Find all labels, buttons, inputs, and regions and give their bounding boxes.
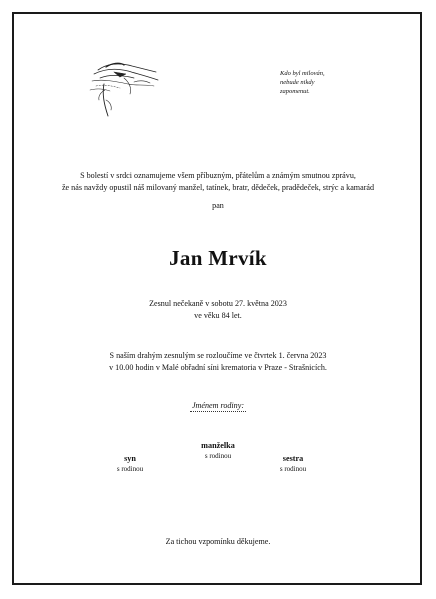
sister-note: s rodinou <box>279 465 307 473</box>
death-info-line-2: ve věku 84 let. <box>194 310 242 320</box>
death-info-line-1: Zesnul nečekaně v sobotu 27. května 2023 <box>149 299 287 308</box>
sister-role: sestra <box>282 454 304 463</box>
announcement-text <box>0 170 436 193</box>
deceased-name: Jan Mrvík <box>169 246 267 270</box>
family-member-son <box>80 453 180 475</box>
decorative-sketch-image <box>84 50 162 120</box>
son-note: s rodinou <box>116 465 144 473</box>
family-heading <box>0 401 436 412</box>
funeral-info-line-1: S naším drahým zesnulým se rozloučíme ve čtvrtek 1. června 2023 <box>109 351 327 360</box>
family-member-sister <box>243 453 343 475</box>
funeral-info <box>0 350 436 373</box>
title-prefix: pan <box>212 201 224 210</box>
announcement-line-2: že nás navždy opustil náš milovaný manžel, tatínek, bratr, dědeček, pradědeček, strýc a kamarád <box>61 182 375 192</box>
wife-role: manželka <box>201 441 235 450</box>
death-info <box>0 298 436 321</box>
memorial-quote-line-2: nebude nikdy <box>280 79 315 86</box>
funeral-info-line-2: v 10.00 hodin v Malé obřadní síni krematoria v Praze - Strašnicích. <box>109 362 327 372</box>
closing-thanks: Za tichou vzpomínku děkujeme. <box>165 537 271 546</box>
memorial-quote <box>280 69 390 96</box>
memorial-quote-line-3: zapomenut. <box>280 88 310 95</box>
family-heading-text: Jménem rodiny: <box>191 401 245 410</box>
announcement-line-1: S bolestí v srdci oznamujeme všem příbuzným, přátelům a známým smutnou zprávu, <box>80 171 356 180</box>
son-role: syn <box>124 454 136 463</box>
memorial-quote-line-1: Kdo byl milován, <box>280 70 325 77</box>
wife-note: s rodinou <box>204 452 232 460</box>
